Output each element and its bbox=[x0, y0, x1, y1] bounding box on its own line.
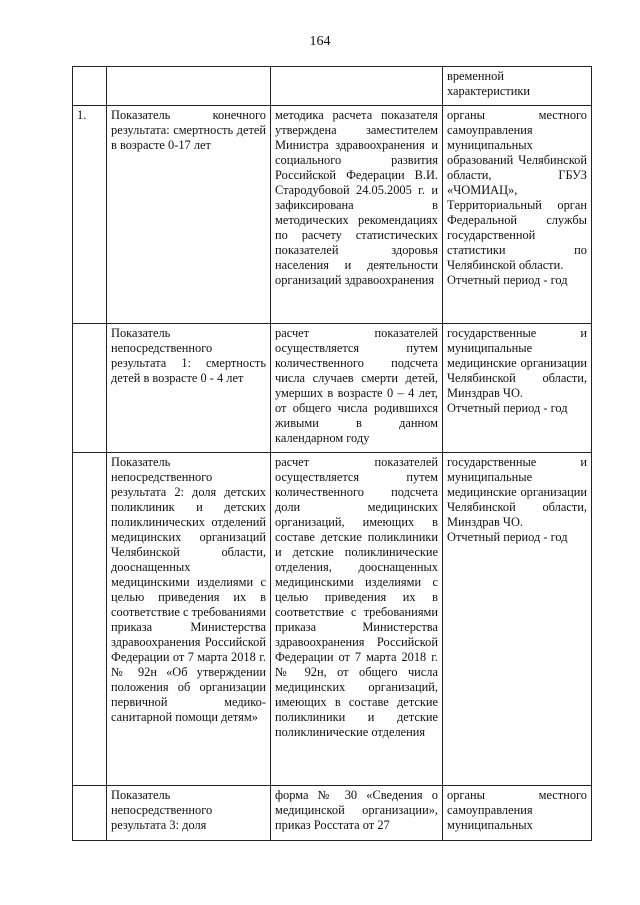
method-cell: расчет показателей осуществляется путем количественного подсчета доли медицинских организаций, имеющих в составе детские поликлиники и детские поликлинические отделения, дооснащенных медицинскими изделиями с целью приведения их в соответствие с требованиями приказа Министерства здравоохранения Российской Федерации от 7 марта 2018 г. № 92н, от общего числа медицинских организаций, имеющих в составе детские поликлиники и детские поликлинические отделения bbox=[271, 453, 443, 786]
table-row bbox=[73, 67, 592, 106]
indicator-cell: Показатель конечного результата: смертность детей в возрасте 0-17 лет bbox=[107, 106, 271, 324]
page-number: 164 bbox=[309, 34, 331, 49]
source-cell: органы местного самоуправления муниципальных bbox=[443, 786, 592, 841]
row-number-cell bbox=[73, 453, 107, 786]
indicators-table bbox=[72, 66, 592, 841]
method-cell: расчет показателей осуществляется путем количественного подсчета числа случаев смерти детей, умерших в возрасте 0 – 4 лет, от общего числа родившихся живыми в данном календарном году bbox=[271, 324, 443, 453]
source-cell: органы местного самоуправления муниципальных образований Челябинской области, ГБУЗ «ЧОМИАЦ», Территориальный орган Федеральной службы государственной статистики по Челябинской области. Отчетный период - год bbox=[443, 106, 592, 324]
indicator-cell bbox=[107, 67, 271, 106]
method-cell: форма № 30 «Сведения о медицинской организации», приказ Росстата от 27 bbox=[271, 786, 443, 841]
table-row bbox=[73, 106, 592, 324]
table-row bbox=[73, 324, 592, 453]
source-cell: государственные и муниципальные медицинские организации Челябинской области, Минздрав ЧО. Отчетный период - год bbox=[443, 453, 592, 786]
row-number-cell bbox=[73, 324, 107, 453]
table-row bbox=[73, 453, 592, 786]
method-cell: методика расчета показателя утверждена заместителем Министра здравоохранения и социального развития Российской Федерации В.И. Стародубовой 24.05.2005 г. и зафиксирована в методических рекомендациях по расчету статистических показателей здоровья населения и деятельности организаций здравоохранения bbox=[271, 106, 443, 324]
indicator-cell: Показатель непосредственного результата 2: доля детских поликлиник и детских поликлинических отделений медицинских организаций Челябинской области, дооснащенных медицинскими изделиями с целью приведения их в соответствие с требованиями приказа Министерства здравоохранения Российской Федерации от 7 марта 2018 г. № 92н «Об утверждении положения об организации первичной медико-санитарной помощи детям» bbox=[107, 453, 271, 786]
row-number-cell bbox=[73, 67, 107, 106]
source-cell: временной характеристики bbox=[443, 67, 592, 106]
table-row bbox=[73, 786, 592, 841]
source-cell: государственные и муниципальные медицинские организации Челябинской области, Минздрав ЧО. Отчетный период - год bbox=[443, 324, 592, 453]
indicator-cell: Показатель непосредственного результата 3: доля bbox=[107, 786, 271, 841]
indicator-cell: Показатель непосредственного результата 1: смертность детей в возрасте 0 - 4 лет bbox=[107, 324, 271, 453]
method-cell bbox=[271, 67, 443, 106]
row-number-cell bbox=[73, 786, 107, 841]
row-number-cell: 1. bbox=[73, 106, 107, 324]
